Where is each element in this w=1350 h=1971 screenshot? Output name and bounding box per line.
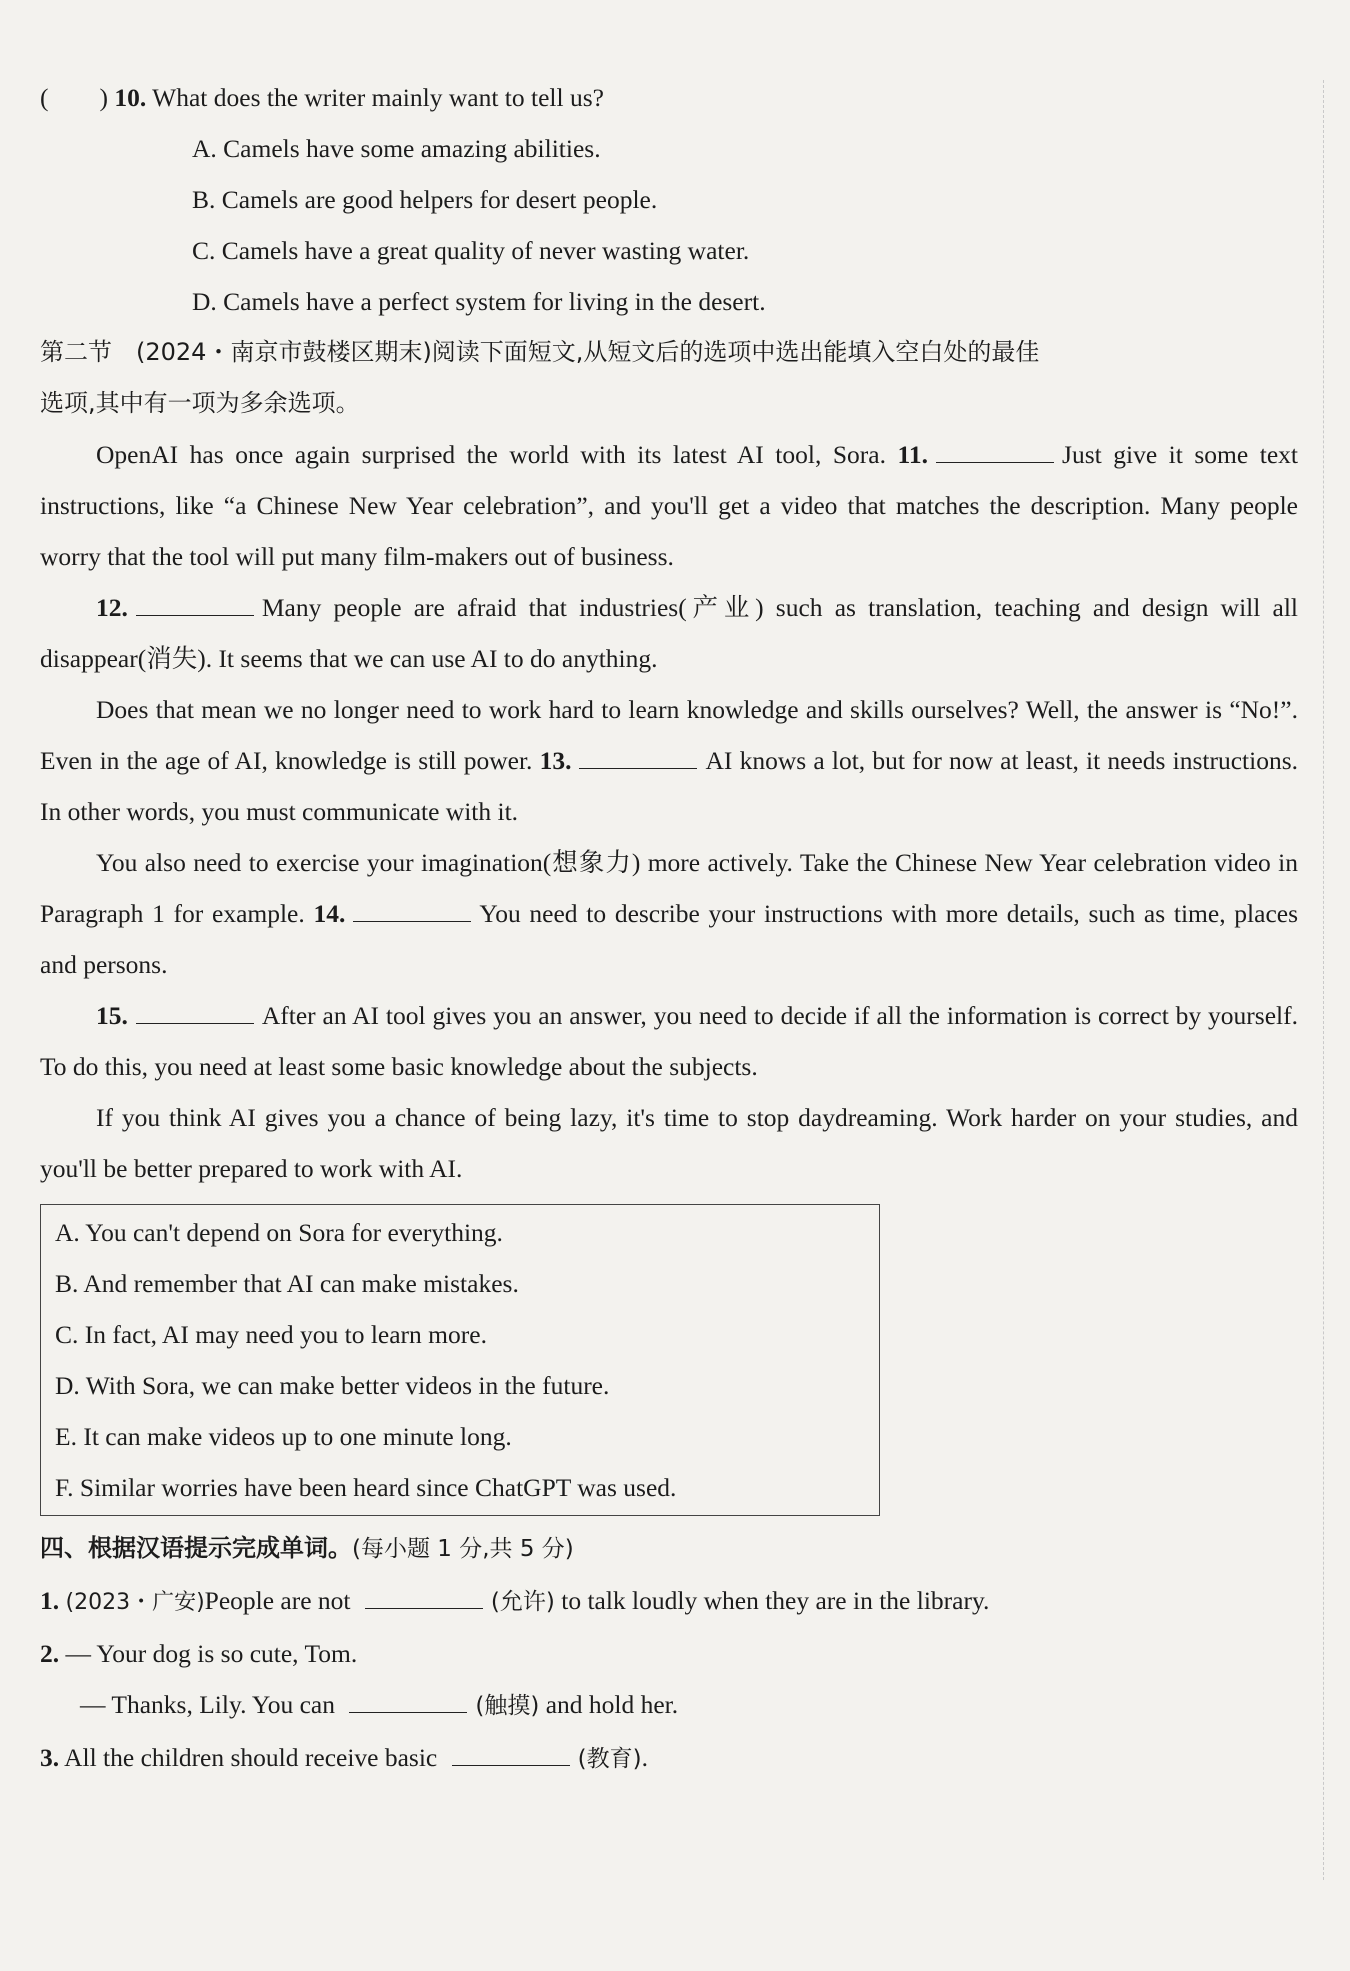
blank-11[interactable]	[936, 440, 1054, 463]
chinese-hint: (教育)	[577, 1746, 642, 1772]
dialogue-line: — Your dog is so cute, Tom.	[65, 1639, 358, 1668]
paragraph-text: You also need to exercise your imagination(想象力) more actively. Take the Chinese New Year celebration video in Paragraph 1 for example.	[40, 848, 1298, 928]
part-4-question-2-reply	[40, 1679, 1298, 1732]
option-d: D. Camels have a perfect system for living in the desert.	[192, 287, 766, 316]
paragraph-text: AI knows a lot, but for now at least, it needs instructions. In other words, you must communicate with it.	[40, 746, 1298, 826]
chinese-hint: (允许)	[490, 1589, 555, 1615]
answer-blank-2[interactable]	[349, 1690, 467, 1713]
part-4-heading	[40, 1522, 1298, 1575]
chinese-hint: (触摸)	[475, 1693, 540, 1719]
box-option-b: B. And remember that AI can make mistakes.	[55, 1269, 519, 1298]
passage-paragraph-5	[40, 990, 1298, 1092]
passage-paragraph-6: If you think AI gives you a chance of being lazy, it's time to stop daydreaming. Work harder on your studies, and you'll be better prepared to work with AI.	[40, 1103, 1298, 1183]
question-number: 1.	[40, 1586, 60, 1615]
box-option-e: E. It can make videos up to one minute long.	[55, 1422, 512, 1451]
answer-blank-1[interactable]	[365, 1586, 483, 1609]
question-number: 10.	[114, 83, 147, 112]
box-option-a: A. You can't depend on Sora for everything.	[55, 1218, 503, 1247]
blank-14[interactable]	[353, 899, 471, 922]
question-source: (2023・广安)	[65, 1590, 205, 1615]
section-2-heading-line1: 第二节 (2024・南京市鼓楼区期末)阅读下面短文,从短文后的选项中选出能填入空白处的最佳	[40, 338, 1040, 366]
paragraph-text: Many people are afraid that industries(产业) such as translation, teaching and design will all disappear(消失). It seems that we can use AI to do anything.	[40, 593, 1298, 673]
blank-number-15: 15.	[96, 1001, 128, 1030]
blank-number-13: 13.	[539, 746, 572, 775]
option-a: A. Camels have some amazing abilities.	[192, 134, 601, 163]
question-stem: What does the writer mainly want to tell us?	[152, 83, 604, 112]
paragraph-text: You need to describe your instructions with more details, such as time, places and persons.	[40, 899, 1298, 979]
passage-paragraph-4	[40, 837, 1298, 990]
box-option-c: C. In fact, AI may need you to learn more.	[55, 1320, 487, 1349]
blank-15[interactable]	[136, 1001, 254, 1024]
section-2-heading	[40, 327, 1298, 429]
blank-number-14: 14.	[313, 899, 346, 928]
box-option-f: F. Similar worries have been heard since ChatGPT was used.	[55, 1473, 677, 1502]
answer-paren[interactable]: ( )	[40, 83, 108, 112]
question-number: 2.	[40, 1639, 60, 1668]
answer-blank-3[interactable]	[452, 1743, 570, 1766]
question-number: 3.	[40, 1743, 60, 1772]
box-option-d: D. With Sora, we can make better videos in the future.	[55, 1371, 610, 1400]
part-4-question-1	[40, 1575, 1298, 1628]
question-text: .	[641, 1743, 648, 1772]
worksheet-page	[40, 72, 1298, 1785]
question-10	[40, 72, 1298, 123]
question-text: to talk loudly when they are in the library.	[554, 1586, 990, 1615]
options-box	[40, 1204, 880, 1516]
option-c: C. Camels have a great quality of never wasting water.	[192, 236, 750, 265]
option-b: B. Camels are good helpers for desert people.	[192, 185, 658, 214]
part-4-question-3	[40, 1732, 1298, 1785]
part-4-question-2	[40, 1628, 1298, 1679]
section-2-heading-line2: 选项,其中有一项为多余选项。	[40, 389, 360, 417]
part-4-note: (每小题 1 分,共 5 分)	[352, 1536, 574, 1562]
passage-paragraph-3	[40, 684, 1298, 837]
paragraph-text: OpenAI has once again surprised the world with its latest AI tool, Sora.	[96, 440, 898, 469]
blank-12[interactable]	[136, 593, 254, 616]
passage-paragraph-1	[40, 429, 1298, 582]
dialogue-line: and hold her.	[539, 1690, 679, 1719]
paragraph-text: After an AI tool gives you an answer, you need to decide if all the information is correct by yourself. To do this, you need at least some basic knowledge about the subjects.	[40, 1001, 1298, 1081]
dialogue-line: — Thanks, Lily. You can	[80, 1690, 342, 1719]
question-text: All the children should receive basic	[64, 1743, 444, 1772]
blank-number-12: 12.	[96, 593, 128, 622]
part-4-title: 四、根据汉语提示完成单词。	[40, 1534, 352, 1562]
passage-paragraph-2	[40, 582, 1298, 684]
paragraph-text: Does that mean we no longer need to work hard to learn knowledge and skills ourselves? Well, the answer is “No!”. Even in the age of AI, knowledge is still power.	[40, 695, 1298, 775]
blank-13[interactable]	[579, 746, 697, 769]
page-edge-rule	[1323, 80, 1324, 1880]
paragraph-text: Just give it some text instructions, like “a Chinese New Year celebration”, and you'll get a video that matches the description. Many people worry that the tool will put many film-makers out of business.	[40, 440, 1298, 571]
blank-number-11: 11.	[897, 440, 929, 469]
question-text: People are not	[204, 1586, 357, 1615]
